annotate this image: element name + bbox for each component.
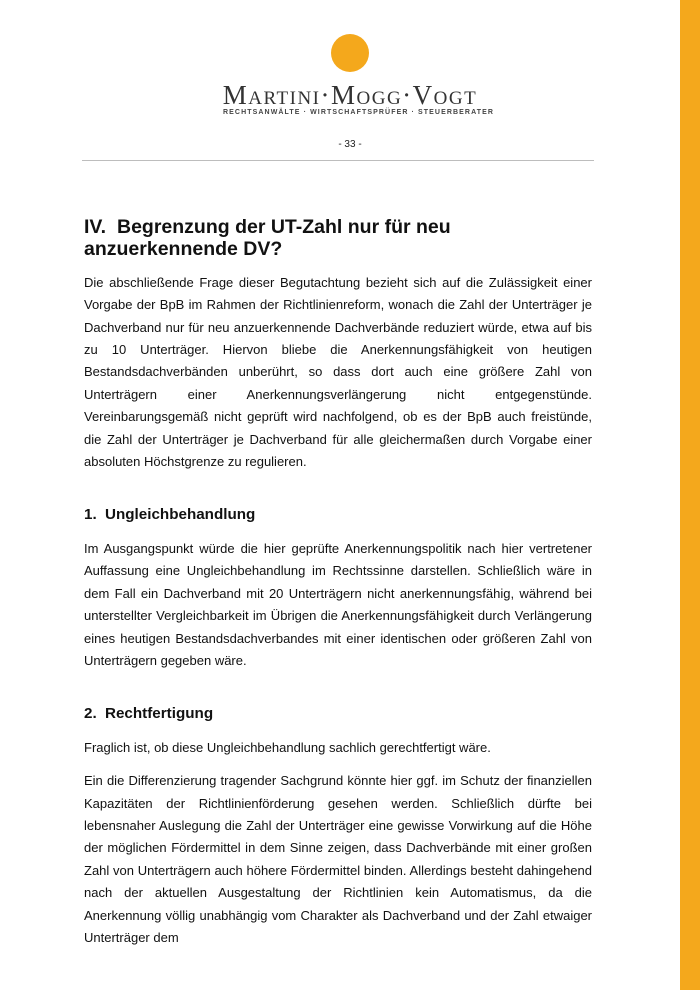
- subsection-number-1: 1.: [84, 506, 97, 524]
- section-paragraph: Die abschließende Frage dieser Begutachtung bezieht sich auf die Zulässigkeit einer Vorgabe der BpB im Rahmen der Richtlinienreform, wonach die Zahl der Unterträger je Dachverband nur für neu anzuerkennende Dachverbände reduziert würde, etwa auf bis zu 10 Unterträger. Hiervon bliebe die Anerkennungsfähigkeit von heutigen Bestandsdachverbänden unberührt, so dass dort auch eine größere Zahl von Unterträgern einer Anerkennungsverlängerung nicht entgegenstünde. Vereinbarungsgemäß nicht geprüft wird nachfolgend, ob es der BpB auch freistünde, die Zahl der Unterträger je Dachverband für alle gleichermaßen durch Vorgabe einer absoluten Höchstgrenze zu regulieren.: [84, 274, 592, 470]
- header-divider: [82, 160, 594, 161]
- brand-tagline: RECHTSANWÄLTE · WIRTSCHAFTSPRÜFER · STEUERBERATER: [223, 109, 495, 116]
- subsection-paragraph-1: Im Ausgangspunkt würde die hier geprüfte Anerkennungspolitik nach hier vertretener Auffassung eine Ungleichbehandlung im Rechtssinne darstellen. Schließlich wäre in dem Fall ein Dachverband mit 20 Unterträgern nicht anerkennungsfähig, während bei unterstellter Vergleichbarkeit im Übrigen die Anerkennungsfähigkeit durch Verlängerung eines heutigen Bestandsdachverbandes mit einer identischen oder größeren Zahl von Unterträgern gegeben wäre.: [84, 540, 592, 668]
- subsection-title-1: Ungleichbehandlung: [105, 506, 256, 524]
- subsection-heading-1: [84, 504, 592, 526]
- brand-name: Martini·Mogg·Vogt: [222, 80, 478, 110]
- subsection-paragraph-2b: Ein die Differenzierung tragender Sachgrund könnte hier ggf. im Schutz der finanziellen Kapazitäten der Richtlinienförderung gesehen werden. Schließlich dürfte bei lebensnaher Auslegung die Zahl der Unterträger eine gewisse Vorwirkung auf die Höhe der möglichen Fördermittel in dem Sinne zeigen, dass Dachverbände mit einer großen Zahl von Unterträgern auch höhere Fördermittel binden. Allerdings besteht dahingehend nach der aktuellen Ausgestaltung der Richtlinien kein Automatismus, da die Anerkennung völlig unabhängig vom Charakter als Dachverband und der Zahl etwaiger Unterträger dem: [84, 773, 592, 945]
- subsection-heading-2: [84, 703, 592, 725]
- section-number: IV.: [84, 216, 107, 238]
- logo-circle-icon: [331, 34, 369, 72]
- subsection-title-2: Rechtfertigung: [105, 705, 214, 723]
- subsection-paragraph-2a: Fraglich ist, ob diese Ungleichbehandlung sachlich gerechtfertigt wäre.: [84, 739, 491, 755]
- page-number: - 33 -: [338, 139, 362, 150]
- section-heading: [84, 216, 592, 261]
- section-title: Begrenzung der UT-Zahl nur für neu anzuerkennende DV?: [84, 216, 451, 261]
- document-body: [84, 216, 592, 949]
- subsection-number-2: 2.: [84, 705, 97, 723]
